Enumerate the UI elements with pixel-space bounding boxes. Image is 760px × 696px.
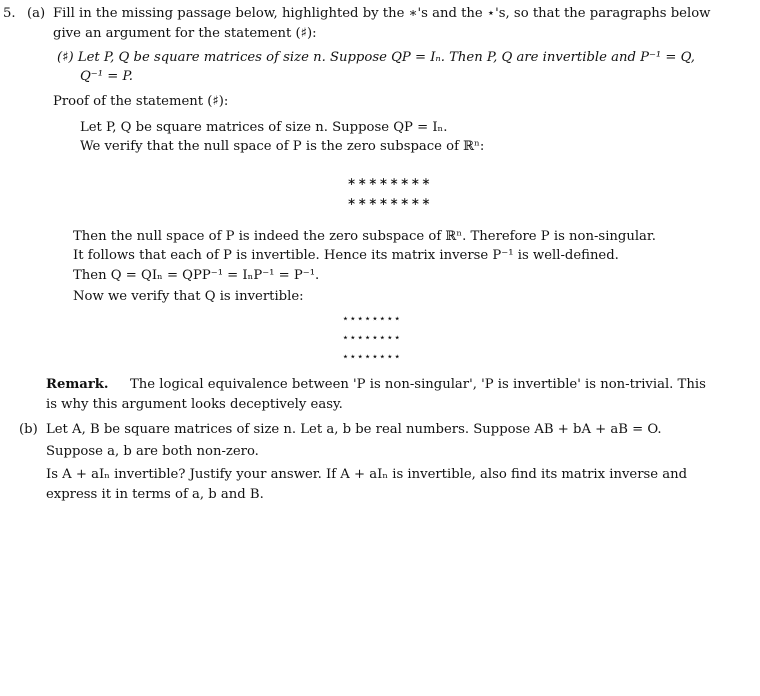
part-a-intro-line-2: give an argument for the statement (♯): — [53, 26, 317, 41]
part-b-line-3: Is A + aIₙ invertible? Justify your answer. If A + aIₙ is invertible, also find its matrix inverse and — [46, 467, 688, 482]
question-number: 5. — [3, 6, 16, 21]
part-b-line-1: Let A, B be square matrices of size n. Let a, b be real numbers. Suppose AB + bA + aB = O. — [46, 422, 662, 437]
part-b-label: (b) — [19, 422, 38, 437]
proof-line-6: Now we verify that Q is invertible: — [73, 289, 304, 304]
proof-line-3: Then the null space of P is indeed the zero subspace of ℝⁿ. Therefore P is non-singular. — [73, 229, 656, 244]
part-b-line-4: express it in terms of a, b and B. — [46, 487, 264, 502]
proof-line-1: Let P, Q be square matrices of size n. Suppose QP = Iₙ. — [80, 120, 448, 135]
remark-line-2: is why this argument looks deceptively easy. — [46, 397, 343, 412]
star-placeholder-row: ⋆⋆⋆⋆⋆⋆⋆⋆ — [342, 331, 402, 344]
statement-line-2: Q⁻¹ = P. — [80, 69, 133, 84]
star-placeholder-row: ⋆⋆⋆⋆⋆⋆⋆⋆ — [342, 312, 402, 325]
part-a-label: (a) — [27, 6, 46, 21]
part-b-line-2: Suppose a, b are both non-zero. — [46, 444, 259, 459]
proof-line-4: It follows that each of P is invertible. Hence its matrix inverse P⁻¹ is well-defined. — [73, 248, 619, 263]
statement-line-1: (♯) Let P, Q be square matrices of size n. Suppose QP = Iₙ. Then P, Q are invertible and P⁻¹ = Q, — [57, 50, 695, 65]
proof-heading: Proof of the statement (♯): — [53, 94, 229, 109]
remark-line-1: The logical equivalence between 'P is non-singular', 'P is invertible' is non-trivial. This — [130, 377, 706, 392]
asterisk-placeholder-row: ∗∗∗∗∗∗∗∗ — [347, 195, 432, 208]
asterisk-placeholder-row: ∗∗∗∗∗∗∗∗ — [347, 175, 432, 188]
part-a-intro-line-1: Fill in the missing passage below, highlighted by the ∗'s and the ⋆'s, so that the paragraphs below — [53, 6, 711, 21]
star-placeholder-row: ⋆⋆⋆⋆⋆⋆⋆⋆ — [342, 350, 402, 363]
remark-label: Remark. — [46, 377, 109, 392]
proof-line-2: We verify that the null space of P is the zero subspace of ℝⁿ: — [80, 139, 485, 154]
proof-line-5: Then Q = QIₙ = QPP⁻¹ = IₙP⁻¹ = P⁻¹. — [73, 268, 320, 283]
